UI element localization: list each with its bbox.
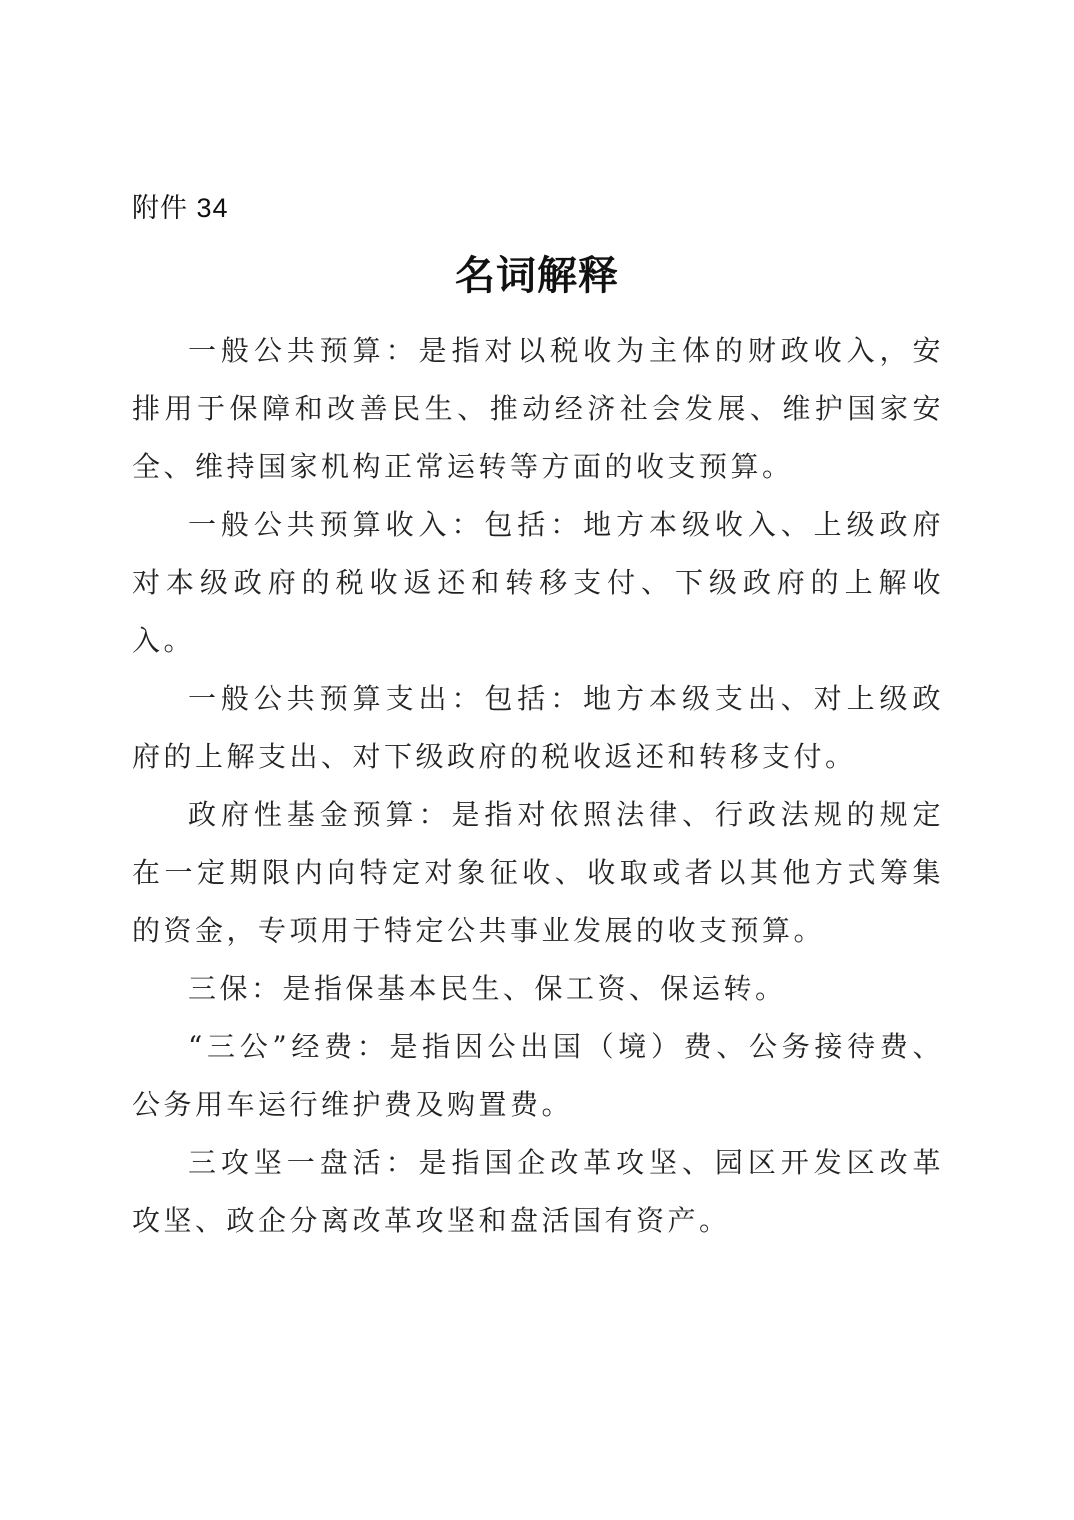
term-definition: 是指因公出国（境）费、公务接待费、公务用车运行维护费及购置费。 <box>132 1030 944 1121</box>
glossary-entry <box>132 1018 944 1134</box>
term-name: 一般公共预算收入： <box>188 508 485 541</box>
term-definition: 是指国企改革攻坚、园区开发区改革攻坚、政企分离改革攻坚和盘活国有资产。 <box>132 1146 944 1237</box>
glossary-entry <box>132 322 944 496</box>
attachment-label: 附件 34 <box>132 193 229 223</box>
term-name: 政府性基金预算： <box>188 798 452 831</box>
glossary-body <box>132 322 944 1250</box>
term-name: “三公”经费： <box>188 1030 390 1063</box>
term-definition: 是指对以税收为主体的财政收入，安排用于保障和改善民生、推动经济社会发展、维护国家安全、维持国家机构正常运转等方面的收支预算。 <box>132 334 944 483</box>
term-definition: 包括：地方本级支出、对上级政府的上解支出、对下级政府的税收返还和转移支付。 <box>132 682 944 773</box>
term-name: 三保： <box>188 972 283 1005</box>
term-definition: 是指保基本民生、保工资、保运转。 <box>282 972 787 1005</box>
glossary-entry <box>132 960 944 1018</box>
term-name: 一般公共预算： <box>188 334 419 367</box>
glossary-entry <box>132 1134 944 1250</box>
term-definition: 包括：地方本级收入、上级政府对本级政府的税收返还和转移支付、下级政府的上解收入。 <box>132 508 944 657</box>
term-name: 一般公共预算支出： <box>188 682 485 715</box>
term-definition: 是指对依照法律、行政法规的规定在一定期限内向特定对象征收、收取或者以其他方式筹集的资金，专项用于特定公共事业发展的收支预算。 <box>132 798 944 947</box>
glossary-entry <box>132 670 944 786</box>
glossary-entry <box>132 786 944 960</box>
term-name: 三攻坚一盘活： <box>188 1146 419 1179</box>
glossary-entry <box>132 496 944 670</box>
document-title: 名词解释 <box>455 252 619 299</box>
